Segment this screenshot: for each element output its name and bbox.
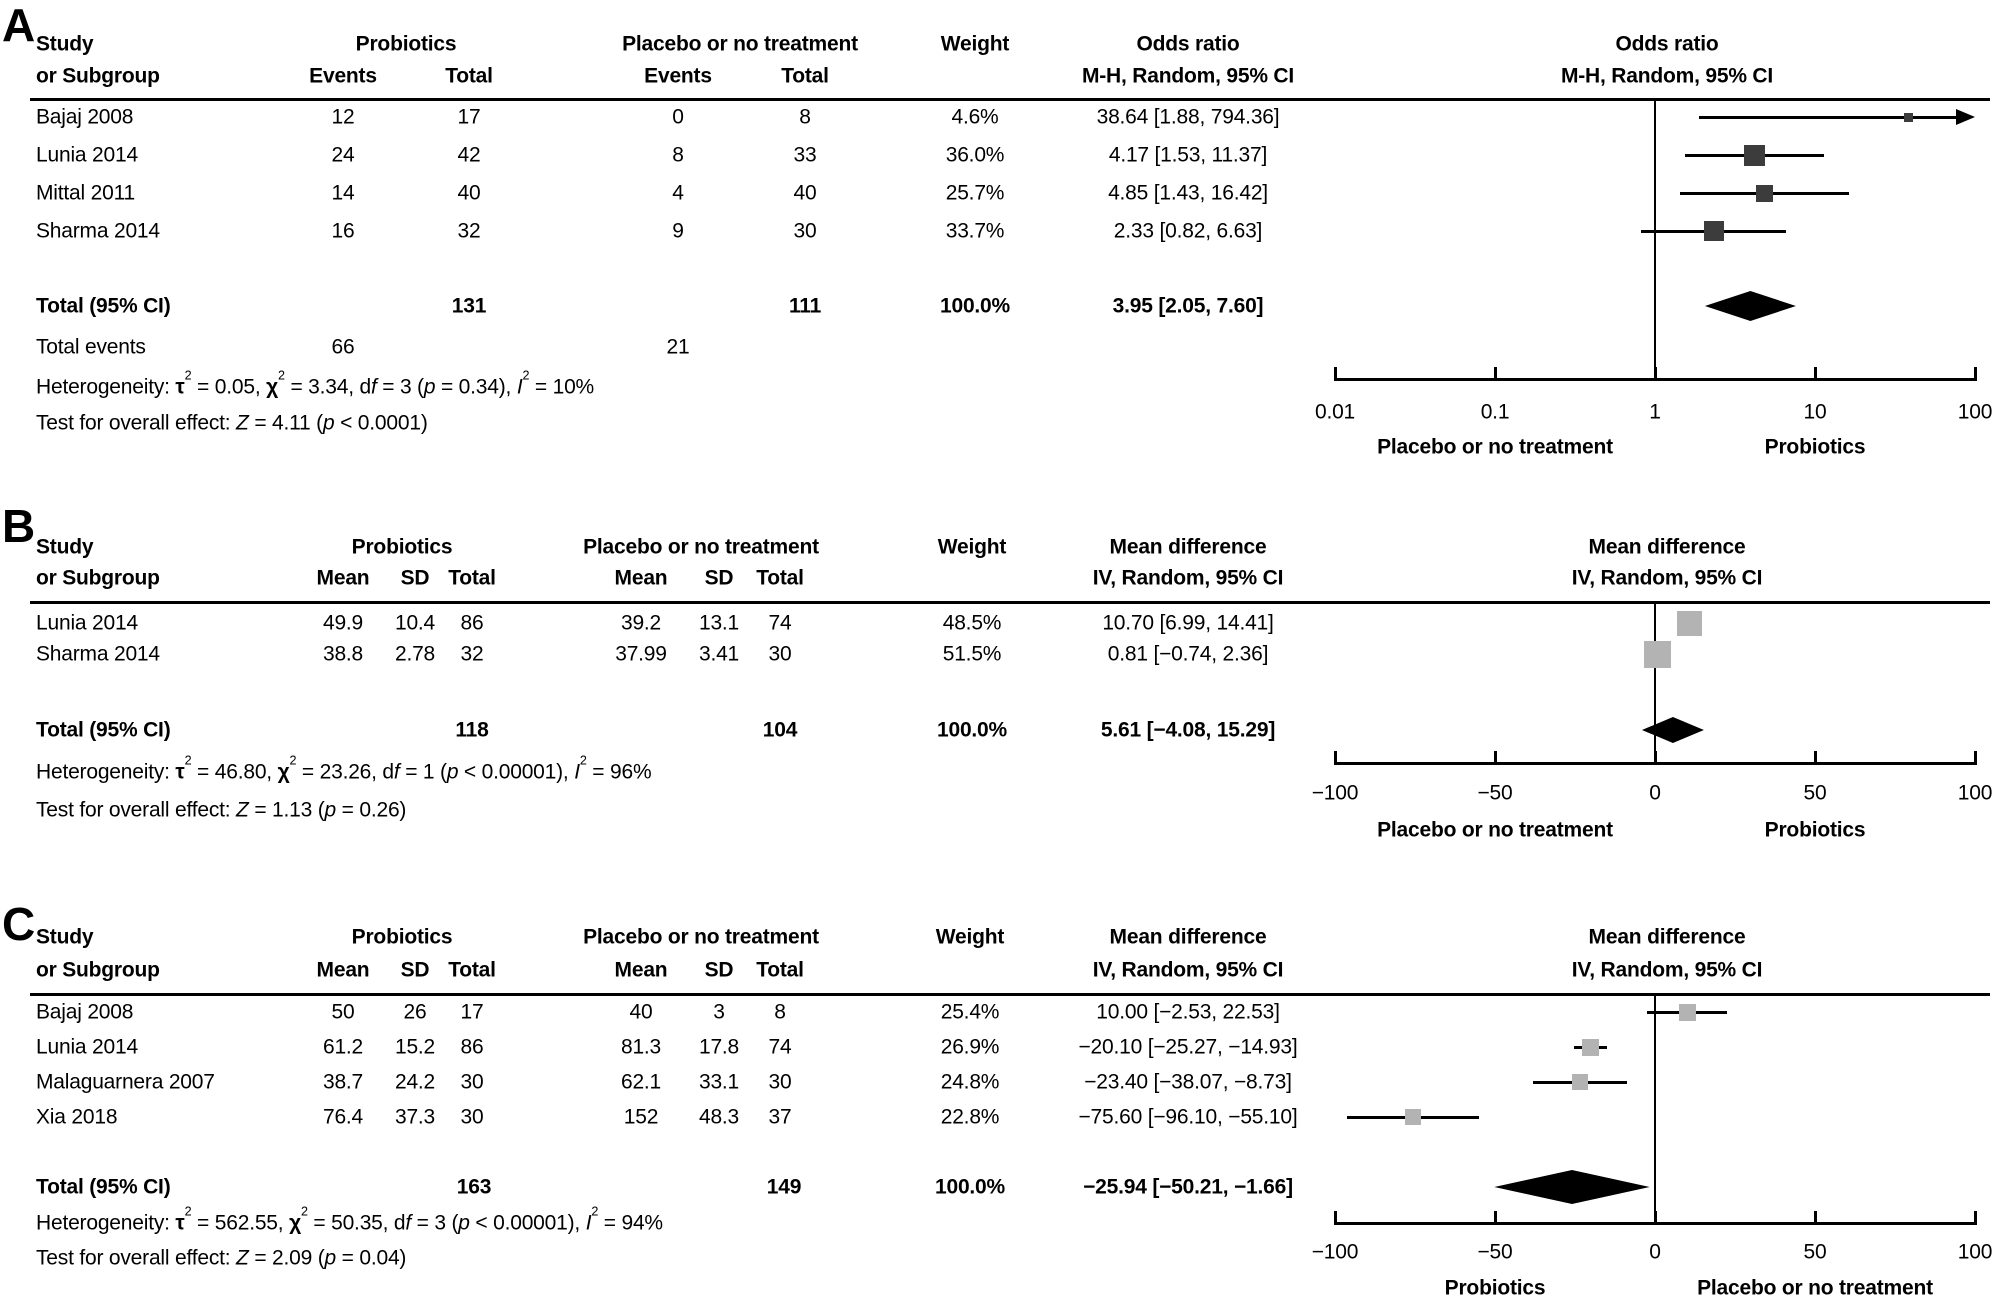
subcol-header: Mean xyxy=(614,958,668,982)
weight-cell: 22.8% xyxy=(940,1105,1000,1129)
header-rule xyxy=(30,601,1990,604)
effect-column-method: IV, Random, 95% CI xyxy=(1092,566,1284,590)
value-cell: 152 xyxy=(623,1105,659,1129)
plot-title: Odds ratio xyxy=(1615,32,1719,56)
heterogeneity-line: Heterogeneity: $\tau^2 = 46.80$, $\chi^2 = 23.26$, df = 1 (p < 0.00001), $I^2 = 96\%$ xyxy=(36,753,652,784)
weight-cell: 24.8% xyxy=(940,1070,1000,1094)
axis-tick-label: 0.1 xyxy=(1480,400,1510,424)
panel-b-letter: B xyxy=(2,500,36,552)
value-cell: 37 xyxy=(768,1105,792,1129)
axis-tick-label: 50 xyxy=(1803,781,1827,805)
value-cell: 15.2 xyxy=(394,1035,436,1059)
value-cell: 42 xyxy=(457,143,481,167)
plot-method: M-H, Random, 95% CI xyxy=(1560,64,1774,88)
value-cell: 2.78 xyxy=(394,642,436,666)
weight-cell: 33.7% xyxy=(945,219,1005,243)
subcol-header: Total xyxy=(445,64,493,88)
subcol-header: SD xyxy=(400,566,430,590)
value-cell: 10.4 xyxy=(394,611,436,635)
weight-cell: 48.5% xyxy=(942,611,1002,635)
value-cell: 48.3 xyxy=(698,1105,740,1129)
value-cell: 12 xyxy=(331,105,355,129)
total-events-label: Total events xyxy=(36,335,146,359)
total-n1: 163 xyxy=(456,1175,492,1199)
summary-diamond xyxy=(1494,1170,1649,1204)
effect-column-title: Mean difference xyxy=(1109,925,1267,949)
overall-effect-line: Test for overall effect: Z = 2.09 (p = 0.04) xyxy=(36,1246,407,1270)
axis-tick xyxy=(1334,751,1337,765)
axis-tick-label: −100 xyxy=(1311,781,1359,805)
plot-method: IV, Random, 95% CI xyxy=(1571,958,1763,982)
study-label: Mittal 2011 xyxy=(36,181,135,205)
weight-cell: 25.7% xyxy=(945,181,1005,205)
value-cell: 30 xyxy=(793,219,817,243)
subcol-header: Mean xyxy=(614,566,668,590)
axis-tick xyxy=(1814,751,1817,765)
value-cell: 33 xyxy=(793,143,817,167)
effect-square xyxy=(1679,1004,1696,1021)
subcol-header: SD xyxy=(704,958,734,982)
value-cell: 50 xyxy=(331,1000,355,1024)
study-header-line2: or Subgroup xyxy=(36,64,160,88)
value-cell: 74 xyxy=(768,1035,792,1059)
total-weight: 100.0% xyxy=(939,294,1011,318)
ci-line xyxy=(1699,116,1958,119)
plot-title: Mean difference xyxy=(1588,535,1746,559)
value-cell: 0 xyxy=(672,105,684,129)
subcol-header: SD xyxy=(704,566,734,590)
study-header-line2: or Subgroup xyxy=(36,958,160,982)
effect-label: 38.64 [1.88, 794.36] xyxy=(1096,105,1280,129)
value-cell: 16 xyxy=(331,219,355,243)
subcol-header: Total xyxy=(448,566,496,590)
total-effect-label: 5.61 [−4.08, 15.29] xyxy=(1100,718,1276,742)
value-cell: 40 xyxy=(629,1000,653,1024)
value-cell: 30 xyxy=(768,642,792,666)
value-cell: 30 xyxy=(768,1070,792,1094)
effect-square xyxy=(1704,221,1724,241)
study-label: Lunia 2014 xyxy=(36,611,138,635)
value-cell: 17 xyxy=(457,105,481,129)
value-cell: 86 xyxy=(460,611,484,635)
panel-c-letter: C xyxy=(2,898,36,950)
value-cell: 3 xyxy=(713,1000,725,1024)
axis-left-label: Placebo or no treatment xyxy=(1377,435,1613,459)
value-cell: 3.41 xyxy=(698,642,740,666)
group1-header: Probiotics xyxy=(351,925,453,949)
value-cell: 81.3 xyxy=(620,1035,662,1059)
value-cell: 40 xyxy=(457,181,481,205)
subcol-header: Events xyxy=(644,64,712,88)
effect-label: 4.17 [1.53, 11.37] xyxy=(1108,143,1268,167)
axis-tick xyxy=(1814,1211,1817,1225)
subcol-header: Mean xyxy=(316,566,370,590)
group2-header: Placebo or no treatment xyxy=(583,925,819,949)
weight-cell: 51.5% xyxy=(942,642,1002,666)
value-cell: 30 xyxy=(460,1070,484,1094)
total-n2: 149 xyxy=(766,1175,802,1199)
value-cell: 32 xyxy=(457,219,481,243)
heterogeneity-line: Heterogeneity: $\tau^2 = 562.55$, $\chi^2 = 50.35$, df = 3 (p < 0.00001), $I^2 = 94\%$ xyxy=(36,1204,663,1235)
subcol-header: Total xyxy=(448,958,496,982)
axis-tick xyxy=(1334,367,1337,381)
effect-square xyxy=(1904,113,1913,122)
ci-arrow-right xyxy=(1956,109,1975,125)
value-cell: 61.2 xyxy=(322,1035,364,1059)
study-label: Malaguarnera 2007 xyxy=(36,1070,215,1094)
total-events-2: 21 xyxy=(666,335,690,359)
axis-tick-label: 1 xyxy=(1649,400,1661,424)
weight-cell: 36.0% xyxy=(945,143,1005,167)
plot-title: Mean difference xyxy=(1588,925,1746,949)
value-cell: 76.4 xyxy=(322,1105,364,1129)
subcol-header: SD xyxy=(400,958,430,982)
summary-diamond xyxy=(1705,291,1796,321)
axis-tick-label: 0 xyxy=(1649,1240,1661,1264)
value-cell: 4 xyxy=(672,181,684,205)
axis-tick xyxy=(1814,367,1817,381)
total-n2: 104 xyxy=(762,718,798,742)
header-rule xyxy=(30,993,1990,996)
total-effect-label: −25.94 [−50.21, −1.66] xyxy=(1083,1175,1293,1199)
effect-label: −75.60 [−96.10, −55.10] xyxy=(1078,1105,1298,1129)
value-cell: 8 xyxy=(672,143,684,167)
study-label: Bajaj 2008 xyxy=(36,105,134,129)
axis-tick xyxy=(1654,367,1657,381)
value-cell: 37.3 xyxy=(394,1105,436,1129)
effect-square xyxy=(1744,145,1765,166)
axis-tick-label: 10 xyxy=(1803,400,1827,424)
axis-tick-label: 100 xyxy=(1957,400,1993,424)
value-cell: 24.2 xyxy=(394,1070,436,1094)
axis-tick xyxy=(1974,367,1977,381)
value-cell: 38.7 xyxy=(322,1070,364,1094)
null-line xyxy=(1654,100,1656,379)
header-rule xyxy=(30,98,1990,101)
null-line xyxy=(1654,995,1656,1223)
total-weight: 100.0% xyxy=(934,1175,1006,1199)
axis-tick-label: −100 xyxy=(1311,1240,1359,1264)
axis-right-label: Probiotics xyxy=(1764,818,1866,842)
axis-tick xyxy=(1974,1211,1977,1225)
effect-label: −23.40 [−38.07, −8.73] xyxy=(1084,1070,1292,1094)
value-cell: 17 xyxy=(460,1000,484,1024)
weight-cell: 26.9% xyxy=(940,1035,1000,1059)
plot-method: IV, Random, 95% CI xyxy=(1571,566,1763,590)
subcol-header: Mean xyxy=(316,958,370,982)
axis-left-label: Probiotics xyxy=(1444,1276,1546,1300)
null-line xyxy=(1654,603,1656,763)
axis-right-label: Probiotics xyxy=(1764,435,1866,459)
study-header-line1: Study xyxy=(36,32,94,56)
value-cell: 37.99 xyxy=(615,642,667,666)
overall-effect-line: Test for overall effect: Z = 1.13 (p = 0.26) xyxy=(36,798,407,822)
axis-tick-label: −50 xyxy=(1477,1240,1513,1264)
value-cell: 14 xyxy=(331,181,355,205)
total-n1: 131 xyxy=(451,294,487,318)
study-label: Bajaj 2008 xyxy=(36,1000,134,1024)
effect-label: 10.00 [−2.53, 22.53] xyxy=(1096,1000,1280,1024)
effect-square xyxy=(1572,1074,1588,1090)
value-cell: 24 xyxy=(331,143,355,167)
overall-effect-line: Test for overall effect: Z = 4.11 (p < 0.0001) xyxy=(36,411,428,435)
value-cell: 8 xyxy=(799,105,811,129)
axis-left-label: Placebo or no treatment xyxy=(1377,818,1613,842)
subcol-header: Events xyxy=(309,64,377,88)
weight-header: Weight xyxy=(935,925,1005,949)
summary-diamond xyxy=(1642,717,1704,743)
value-cell: 38.8 xyxy=(322,642,364,666)
axis-tick-label: −50 xyxy=(1477,781,1513,805)
value-cell: 32 xyxy=(460,642,484,666)
axis-tick xyxy=(1494,1211,1497,1225)
value-cell: 8 xyxy=(774,1000,786,1024)
effect-label: 2.33 [0.82, 6.63] xyxy=(1113,219,1263,243)
effect-column-method: IV, Random, 95% CI xyxy=(1092,958,1284,982)
heterogeneity-line: Heterogeneity: $\tau^2 = 0.05$, $\chi^2 = 3.34$, df = 3 (p = 0.34), $I^2 = 10\%$ xyxy=(36,368,595,399)
effect-column-title: Odds ratio xyxy=(1136,32,1240,56)
subcol-header: Total xyxy=(756,566,804,590)
axis-tick xyxy=(1494,367,1497,381)
effect-column-method: M-H, Random, 95% CI xyxy=(1081,64,1295,88)
effect-label: 10.70 [6.99, 14.41] xyxy=(1102,611,1274,635)
axis-tick xyxy=(1974,751,1977,765)
weight-cell: 4.6% xyxy=(951,105,999,129)
axis-tick-label: 0 xyxy=(1649,781,1661,805)
subcol-header: Total xyxy=(781,64,829,88)
axis-tick xyxy=(1654,1211,1657,1225)
study-label: Xia 2018 xyxy=(36,1105,118,1129)
study-label: Sharma 2014 xyxy=(36,642,160,666)
value-cell: 39.2 xyxy=(620,611,662,635)
total-label: Total (95% CI) xyxy=(36,294,171,318)
axis-tick-label: 0.01 xyxy=(1314,400,1356,424)
total-events-1: 66 xyxy=(331,335,355,359)
study-label: Sharma 2014 xyxy=(36,219,160,243)
weight-header: Weight xyxy=(940,32,1010,56)
group1-header: Probiotics xyxy=(355,32,457,56)
axis-tick xyxy=(1494,751,1497,765)
value-cell: 49.9 xyxy=(322,611,364,635)
value-cell: 86 xyxy=(460,1035,484,1059)
panel-a-letter: A xyxy=(2,0,36,51)
axis-tick xyxy=(1654,751,1657,765)
group2-header: Placebo or no treatment xyxy=(622,32,858,56)
effect-square xyxy=(1644,641,1671,668)
study-header-line2: or Subgroup xyxy=(36,566,160,590)
effect-label: −20.10 [−25.27, −14.93] xyxy=(1078,1035,1298,1059)
weight-cell: 25.4% xyxy=(940,1000,1000,1024)
value-cell: 17.8 xyxy=(698,1035,740,1059)
effect-square xyxy=(1756,185,1773,202)
total-label: Total (95% CI) xyxy=(36,1175,171,1199)
effect-square xyxy=(1405,1109,1421,1125)
effect-label: 4.85 [1.43, 16.42] xyxy=(1108,181,1268,205)
study-label: Lunia 2014 xyxy=(36,1035,138,1059)
axis-tick xyxy=(1334,1211,1337,1225)
value-cell: 33.1 xyxy=(698,1070,740,1094)
effect-square xyxy=(1582,1039,1599,1056)
axis-tick-label: 50 xyxy=(1803,1240,1827,1264)
subcol-header: Total xyxy=(756,958,804,982)
effect-label: 0.81 [−0.74, 2.36] xyxy=(1107,642,1269,666)
effect-column-title: Mean difference xyxy=(1109,535,1267,559)
value-cell: 13.1 xyxy=(698,611,740,635)
value-cell: 9 xyxy=(672,219,684,243)
group2-header: Placebo or no treatment xyxy=(583,535,819,559)
value-cell: 40 xyxy=(793,181,817,205)
study-header-line1: Study xyxy=(36,925,94,949)
weight-header: Weight xyxy=(937,535,1007,559)
total-effect-label: 3.95 [2.05, 7.60] xyxy=(1112,294,1264,318)
effect-square xyxy=(1677,611,1702,636)
total-n1: 118 xyxy=(455,718,489,742)
total-weight: 100.0% xyxy=(936,718,1008,742)
value-cell: 74 xyxy=(768,611,792,635)
axis-tick-label: 100 xyxy=(1957,781,1993,805)
total-n2: 111 xyxy=(788,294,822,318)
axis-right-label: Placebo or no treatment xyxy=(1697,1276,1933,1300)
axis-tick-label: 100 xyxy=(1957,1240,1993,1264)
value-cell: 62.1 xyxy=(620,1070,662,1094)
value-cell: 30 xyxy=(460,1105,484,1129)
value-cell: 26 xyxy=(403,1000,427,1024)
total-label: Total (95% CI) xyxy=(36,718,171,742)
study-label: Lunia 2014 xyxy=(36,143,138,167)
study-header-line1: Study xyxy=(36,535,94,559)
group1-header: Probiotics xyxy=(351,535,453,559)
